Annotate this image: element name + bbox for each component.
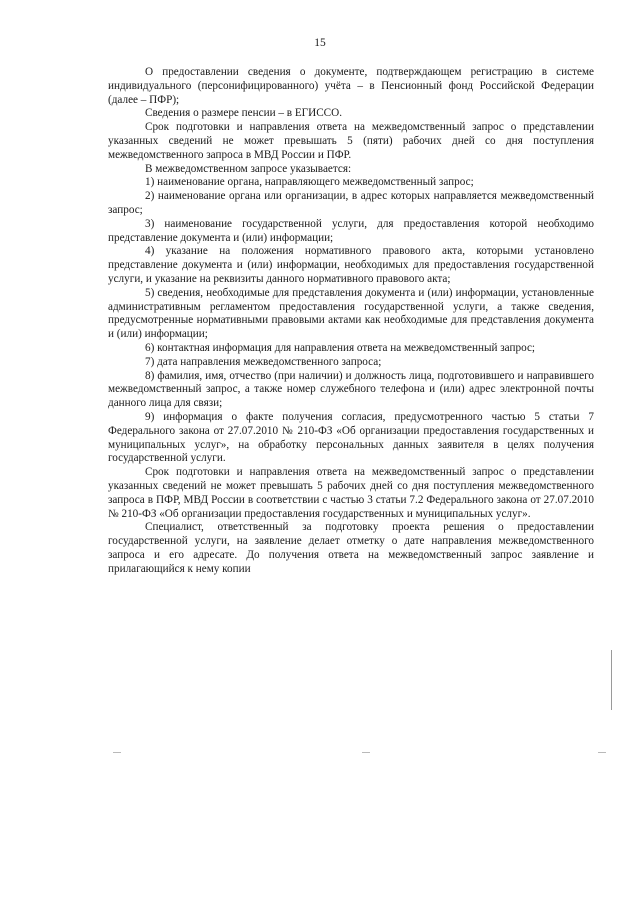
paragraph-pfr-registration: О предоставлении сведения о документе, подтверждающем регистрацию в системе индивидуального (персонифицированного) учёта – в Пенсионный фонд Российской Федерации (далее – ПФР); — [108, 66, 594, 106]
paragraph-request-contents-intro: В межведомственном запросе указывается: — [145, 162, 352, 175]
list-item-6: 6) контактная информация для направления ответа на межведомственный запрос; — [145, 341, 536, 354]
page-number: 15 — [314, 37, 326, 49]
paragraph-response-deadline-pfr: Срок подготовки и направления ответа на межведомственный запрос о представлении указанных сведений не может превышать 5 рабочих дней со дня поступления межведомственного запроса в ПФР, МВД России в соответствии с частью 3 статьи 7.2 Федерального закона от 27.07.2010 № 210-ФЗ «Об организации предоставления государственных и муниципальных услуг». — [108, 466, 594, 520]
list-item-7: 7) дата направления межведомственного запроса; — [145, 355, 382, 368]
list-item-4: 4) указание на положения нормативного правового акта, которыми установлено представление документа и (или) информации, необходимых для предоставления государственной услуги, и указание на реквизиты данного нормативного правового акта; — [108, 245, 594, 285]
document-body — [108, 66, 594, 576]
list-item-5: 5) сведения, необходимые для представления документа и (или) информации, установленные административным регламентом предоставления государственной услуги, а также сведения, предусмотренные нормативными правовыми актами как необходимые для представления документа и (или) информации; — [108, 286, 594, 341]
list-item-3: 3) наименование государственной услуги, для предоставления которой необходимо представление документа и (или) информации; — [108, 217, 594, 244]
scan-dot-center — [362, 752, 370, 753]
list-item-1: 1) наименование органа, направляющего межведомственный запрос; — [145, 176, 474, 189]
paragraph-response-deadline: Срок подготовки и направления ответа на межведомственный запрос о представлении указанных сведений не может превышать 5 (пяти) рабочих дней со дня поступления межведомственного запроса в МВД России и ПФР. — [108, 121, 594, 161]
list-item-9: 9) информация о факте получения согласия, предусмотренного частью 5 статьи 7 Федерального закона от 27.07.2010 № 210-ФЗ «Об организации предоставления государственных и муниципальных услуг», на обработку персональных данных заявителя в целях получения государственной услуги. — [108, 410, 594, 465]
list-item-8: 8) фамилия, имя, отчество (при наличии) и должность лица, подготовившего и направившего межведомственный запрос, а также номер служебного телефона и (или) адрес электронной почты данного лица для связи; — [108, 369, 594, 410]
paragraph-specialist: Специалист, ответственный за подготовку проекта решения о предоставлении государственной услуги, на заявление делает отметку о дате направления межведомственного запроса и его адресате. До получения ответа на межведомственный запрос заявление и прилагающийся к нему копии — [108, 521, 594, 575]
scan-edge-mark — [611, 650, 612, 710]
list-item-2: 2) наименование органа или организации, в адрес которых направляется межведомственный запрос; — [108, 190, 594, 216]
scan-dot-right — [598, 752, 606, 753]
paragraph-pension-size: Сведения о размере пенсии – в ЕГИССО. — [145, 107, 343, 120]
scan-dot-left — [113, 752, 121, 753]
